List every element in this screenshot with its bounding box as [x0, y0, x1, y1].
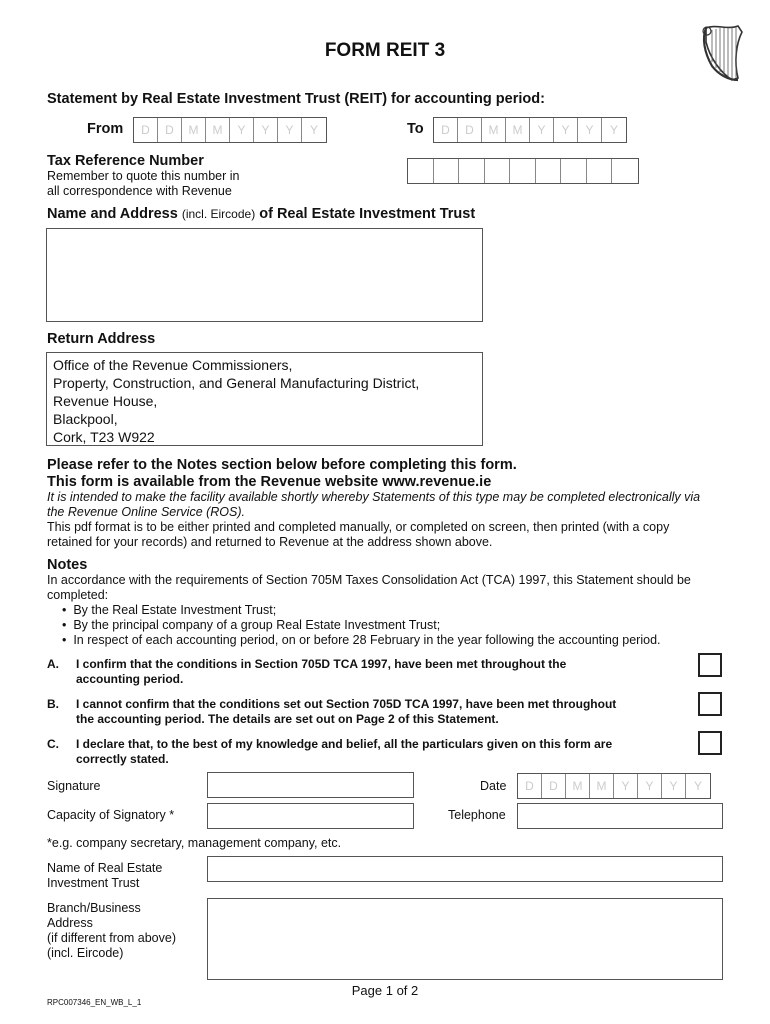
declaration-a-checkbox[interactable]	[698, 653, 722, 677]
return-address-box	[46, 352, 483, 446]
name-address-field[interactable]	[46, 228, 483, 322]
date-cell: Y	[254, 118, 278, 142]
date-cell: D	[458, 118, 482, 142]
address-line: Office of the Revenue Commissioners,	[53, 357, 293, 373]
date-cell: D	[518, 774, 542, 798]
date-cell: M	[566, 774, 590, 798]
declaration-letter: C.	[47, 737, 59, 751]
pdf-note: retained for your records) and returned to Revenue at the address shown above.	[47, 535, 493, 549]
form-reference: RPC007346_EN_WB_L_1	[47, 998, 142, 1007]
capacity-note: *e.g. company secretary, management company, etc.	[47, 836, 342, 850]
trust-name-label: Name of Real Estate Investment Trust	[47, 861, 163, 890]
tax-ref-label: Tax Reference Number	[47, 153, 204, 169]
capacity-label: Capacity of Signatory *	[47, 808, 175, 822]
branch-address-field[interactable]	[207, 898, 723, 980]
form-title: FORM REIT 3	[324, 40, 446, 61]
date-cell: Y	[230, 118, 254, 142]
date-cell: Y	[554, 118, 578, 142]
date-cell: D	[134, 118, 158, 142]
declaration-b-checkbox[interactable]	[698, 692, 722, 716]
address-line: Blackpool,	[53, 411, 118, 427]
date-label: Date	[480, 779, 507, 793]
date-cell: Y	[693, 779, 702, 793]
date-cell: M	[482, 118, 506, 142]
address-line: Revenue House,	[53, 393, 158, 409]
list-item: • By the Real Estate Investment Trust;	[62, 603, 277, 617]
signature-label: Signature	[47, 779, 101, 793]
statement-heading: Statement by Real Estate Investment Trust (REIT) for accounting period:	[47, 91, 545, 107]
capacity-field[interactable]	[207, 803, 414, 829]
harp-icon	[698, 22, 750, 84]
date-cell: Y	[614, 774, 638, 798]
telephone-label: Telephone	[448, 808, 506, 822]
declaration-text: accounting period.	[76, 672, 184, 686]
pdf-note: This pdf format is to be either printed and completed manually, or completed on screen, then printed (with a copy	[47, 520, 670, 534]
notes-intro: In accordance with the requirements of Section 705M Taxes Consolidation Act (TCA) 1997, this Statement should be	[47, 573, 691, 587]
telephone-field[interactable]	[517, 803, 723, 829]
date-cell: D	[542, 774, 566, 798]
date-cell: M	[506, 118, 530, 142]
date-cell: Y	[662, 774, 686, 798]
notes-heading: Notes	[47, 557, 88, 573]
declaration-text: I declare that, to the best of my knowledge and belief, all the particulars given on this form are	[76, 737, 613, 751]
ros-note: the Revenue Online Service (ROS).	[47, 505, 246, 519]
date-cell: Y	[638, 774, 662, 798]
branch-address-label: Branch/Business Address (if different from above) (incl. Eircode)	[47, 901, 176, 960]
address-line: Property, Construction, and General Manufacturing District,	[53, 375, 420, 391]
list-item: • By the principal company of a group Real Estate Investment Trust;	[62, 618, 441, 632]
to-date-input[interactable]	[433, 117, 627, 143]
to-label: To	[407, 121, 424, 137]
declaration-text: correctly stated.	[76, 752, 169, 766]
declaration-letter: B.	[47, 697, 59, 711]
website-note: This form is available from the Revenue website www.revenue.ie	[47, 474, 492, 490]
name-address-label: Name and Address (incl. Eircode) of Real Estate Investment Trust	[47, 206, 476, 222]
signature-field[interactable]	[207, 772, 414, 798]
date-cell: Y	[309, 123, 318, 137]
ros-note: It is intended to make the facility available shortly whereby Statements of this type may be completed electronically via	[47, 490, 701, 504]
declaration-text: the accounting period. The details are set out on Page 2 of this Statement.	[76, 712, 499, 726]
return-address-label: Return Address	[47, 331, 156, 347]
from-label: From	[87, 121, 124, 137]
tax-ref-hint: Remember to quote this number in	[47, 169, 240, 183]
declaration-text: I cannot confirm that the conditions set out Section 705D TCA 1997, have been met throughout	[76, 697, 617, 711]
date-cell: D	[434, 118, 458, 142]
address-line: Cork, T23 W922	[53, 429, 155, 445]
date-cell: D	[158, 118, 182, 142]
tax-ref-input[interactable]	[407, 158, 639, 184]
date-cell: Y	[530, 118, 554, 142]
declaration-text: I confirm that the conditions in Section 705D TCA 1997, have been met throughout the	[76, 657, 567, 671]
from-date-input[interactable]	[133, 117, 327, 143]
date-cell: Y	[609, 123, 618, 137]
list-item: • In respect of each accounting period, on or before 28 February in the year following the accounting period.	[62, 633, 661, 647]
tax-ref-hint: all correspondence with Revenue	[47, 184, 232, 198]
signature-date-input[interactable]	[517, 773, 711, 799]
date-cell: Y	[578, 118, 602, 142]
declaration-c-checkbox[interactable]	[698, 731, 722, 755]
notes-intro: completed:	[47, 588, 109, 602]
date-cell: M	[590, 774, 614, 798]
notes-reference: Please refer to the Notes section below before completing this form.	[47, 457, 517, 473]
page-number: Page 1 of 2	[351, 983, 419, 998]
date-cell: Y	[278, 118, 302, 142]
declaration-letter: A.	[47, 657, 59, 671]
date-cell: M	[182, 118, 206, 142]
date-cell: M	[206, 118, 230, 142]
trust-name-field[interactable]	[207, 856, 723, 882]
